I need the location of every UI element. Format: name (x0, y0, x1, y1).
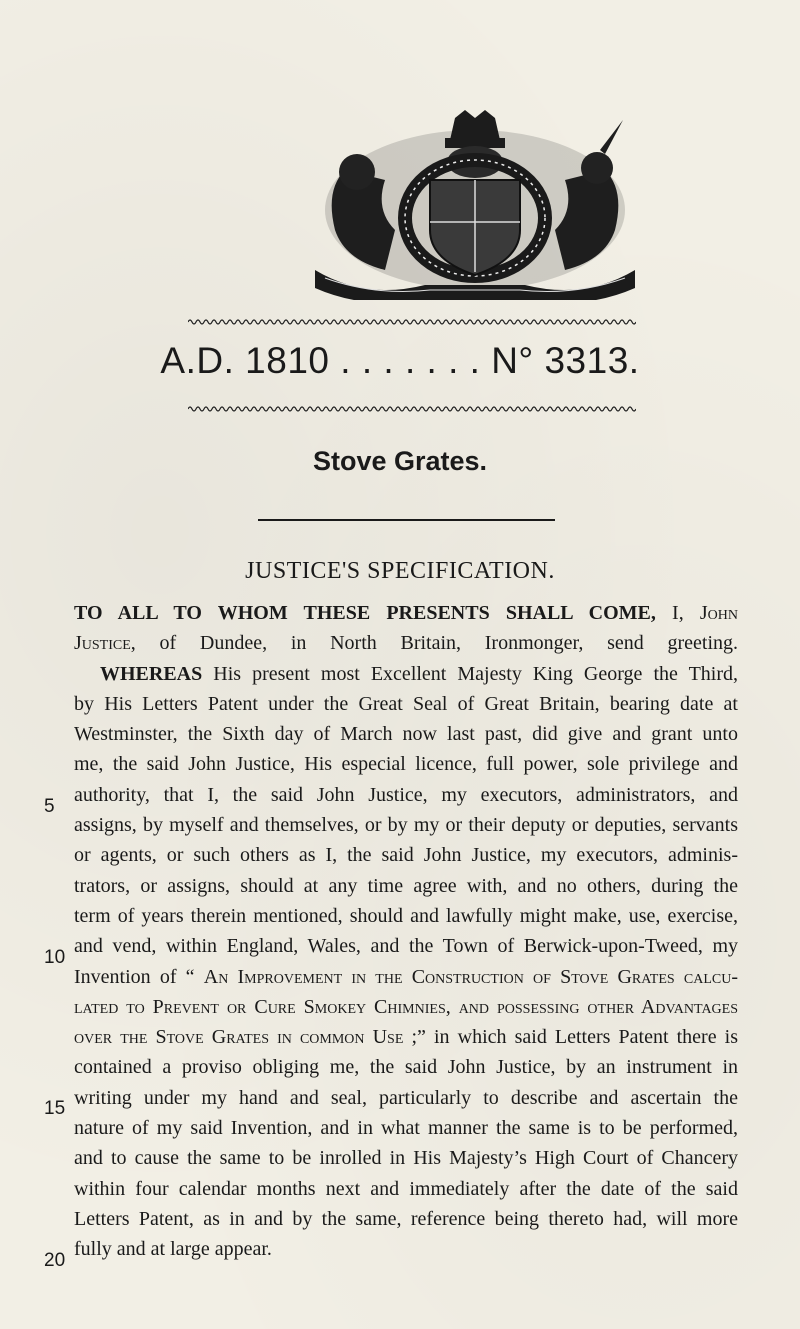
text-line-2: Justice, of Dundee, in North Britain, Ironmonger, send greeting. (74, 632, 738, 655)
text-line-15: over the Stove Grates in common Use ;” in which said Letters Patent there is (74, 1026, 738, 1049)
royal-coat-of-arms-icon (305, 110, 645, 300)
specification-body (74, 598, 738, 1265)
patent-year: A.D. 1810 (160, 340, 330, 381)
text-line-9: or agents, or such others as I, the said John Justice, my executors, adminis- (74, 844, 738, 867)
text-line-7: authority, that I, the said John Justice, my executors, administrators, and (74, 783, 738, 806)
line-number-15: 15 (44, 1098, 66, 1119)
text-line-3: WHEREAS His present most Excellent Majesty King George the Third, (100, 662, 738, 685)
text-line-19: and to cause the same to be inrolled in His Majesty’s High Court of Chancery (74, 1147, 738, 1170)
patent-subject: Stove Grates. (312, 446, 488, 476)
text-line-14: lated to Prevent or Cure Smokey Chimnies, and possessing other Advantages (74, 995, 738, 1018)
text-line-1: TO ALL TO WHOM THESE PRESENTS SHALL COME, I, John (74, 602, 738, 624)
decorative-wave-rule-bottom (188, 405, 636, 413)
decorative-wave-rule-top (188, 318, 636, 326)
text-line-11: term of years therein mentioned, should and lawfully might make, use, exercise, (74, 904, 738, 927)
text-line-16: contained a proviso obliging me, the said John Justice, by an instrument in (74, 1056, 738, 1079)
patent-number-heading (0, 340, 800, 382)
text-line-4: by His Letters Patent under the Great Seal of Great Britain, bearing date at (74, 692, 738, 715)
text-line-10: trators, or assigns, should at any time agree with, and no others, during the (74, 874, 738, 897)
divider-rule (258, 519, 555, 521)
text-line-21: Letters Patent, as in and by the same, reference being thereto had, will more (74, 1207, 738, 1230)
line-number-10: 10 (44, 947, 66, 968)
line-number-5: 5 (44, 796, 55, 817)
patent-number: N° 3313. (491, 340, 640, 381)
line-number-20: 20 (44, 1250, 66, 1271)
text-line-6: me, the said John Justice, His especial licence, full power, sole privilege and (74, 753, 738, 776)
text-line-12: and vend, within England, Wales, and the Town of Berwick-upon-Tweed, my (74, 935, 738, 958)
specification-title: JUSTICE'S SPECIFICATION. (245, 558, 555, 584)
text-line-5: Westminster, the Sixth day of March now last past, did give and grant unto (74, 723, 738, 746)
text-line-22: fully and at large appear. (74, 1238, 272, 1261)
heading-leader-dots: . . . . . . . (340, 340, 481, 381)
text-line-8: assigns, by myself and themselves, or by my or their deputy or deputies, servants (74, 814, 738, 837)
text-line-13: Invention of “ An Improvement in the Construction of Stove Grates calcu- (74, 965, 738, 988)
text-line-20: within four calendar months next and immediately after the date of the said (74, 1177, 738, 1200)
text-line-18: nature of my said Invention, and in what manner the same is to be performed, (74, 1117, 738, 1140)
text-line-17: writing under my hand and seal, particularly to describe and ascertain the (74, 1086, 738, 1109)
